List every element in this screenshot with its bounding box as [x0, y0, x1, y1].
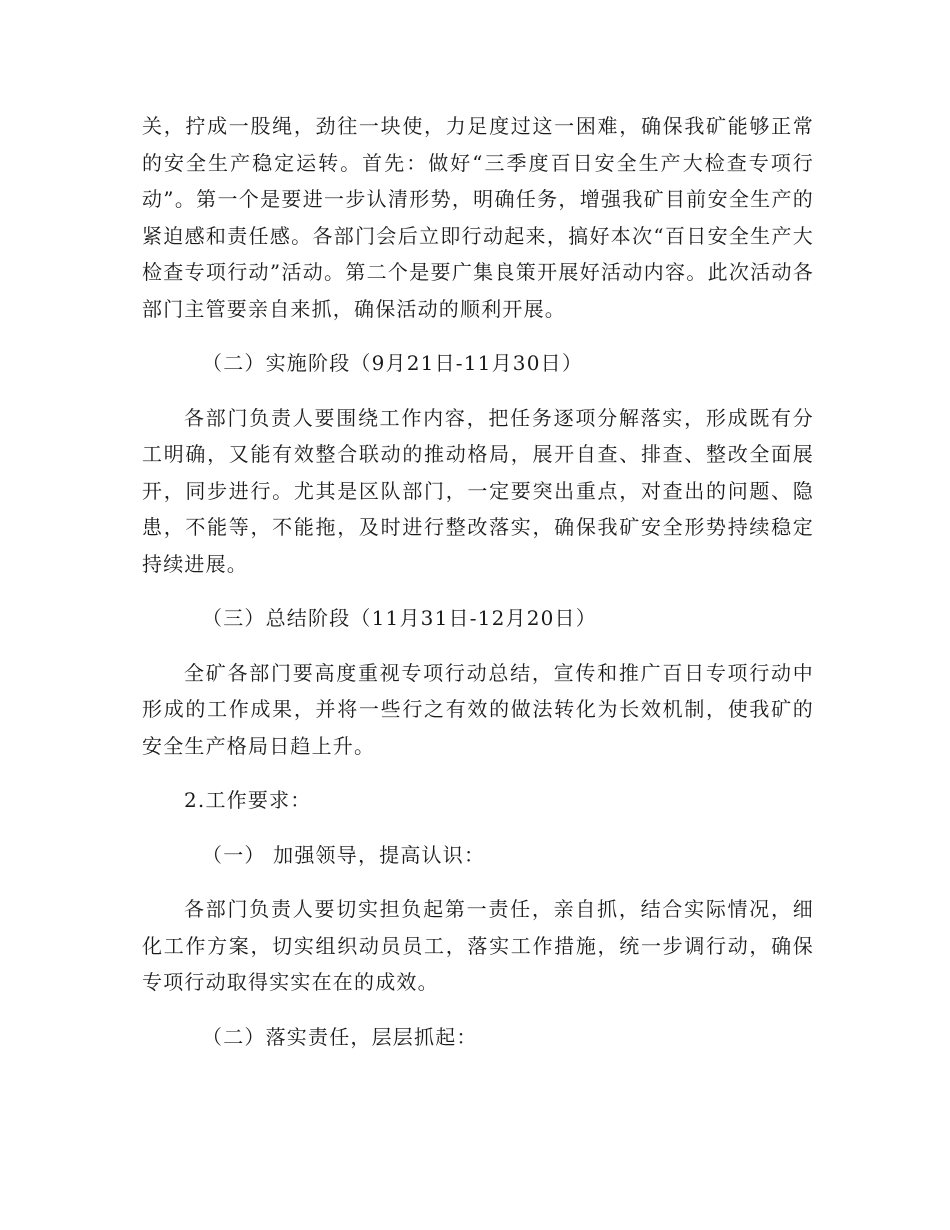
- paragraph-implementation: 各部门负责人要围绕工作内容，把任务逐项分解落实，形成既有分工明确，又能有效整合联动的推动格局，展开自查、排查、整改全面展开，同步进行。尤其是区队部门，一定要突出重点，对查出的问题、隐患，不能等，不能拖，及时进行整改落实，确保我矿安全形势持续稳定持续进展。: [142, 405, 814, 576]
- section-heading-leadership: （一） 加强领导，提高认识：: [202, 842, 486, 867]
- paragraph-summary: 全矿各部门要高度重视专项行动总结，宣传和推广百日专项行动中形成的工作成果，并将一些行之有效的做法转化为长效机制，使我矿的安全生产格局日趋上升。: [142, 660, 814, 758]
- paragraph-intro: 关，拧成一股绳，劲往一块使，力足度过这一困难，确保我矿能够正常的安全生产稳定运转。首先：做好“三季度百日安全生产大检查专项行动”。第一个是要进一步认清形势，明确任务，增强我矿目前安全生产的紧迫感和责任感。各部门会后立即行动起来，搞好本次“百日安全生产大检查专项行动”活动。第二个是要广集良策开展好活动内容。此次活动各部门主管要亲自来抓，确保活动的顺利开展。: [142, 114, 814, 321]
- section-heading-summary: （三）总结阶段（11月31日-12月20日）: [202, 606, 597, 630]
- paragraph-leadership: 各部门负责人要切实担负起第一责任，亲自抓，结合实际情况，细化工作方案，切实组织动员员工，落实工作措施，统一步调行动，确保专项行动取得实实在在的成效。: [142, 897, 814, 994]
- section-heading-requirements: 2.工作要求：: [184, 788, 312, 812]
- section-heading-implementation: （二）实施阶段（9月21日-11月30日）: [202, 351, 584, 375]
- document-page: [142, 108, 814, 1055]
- section-heading-responsibility: （二）落实责任，层层抓起：: [202, 1024, 478, 1049]
